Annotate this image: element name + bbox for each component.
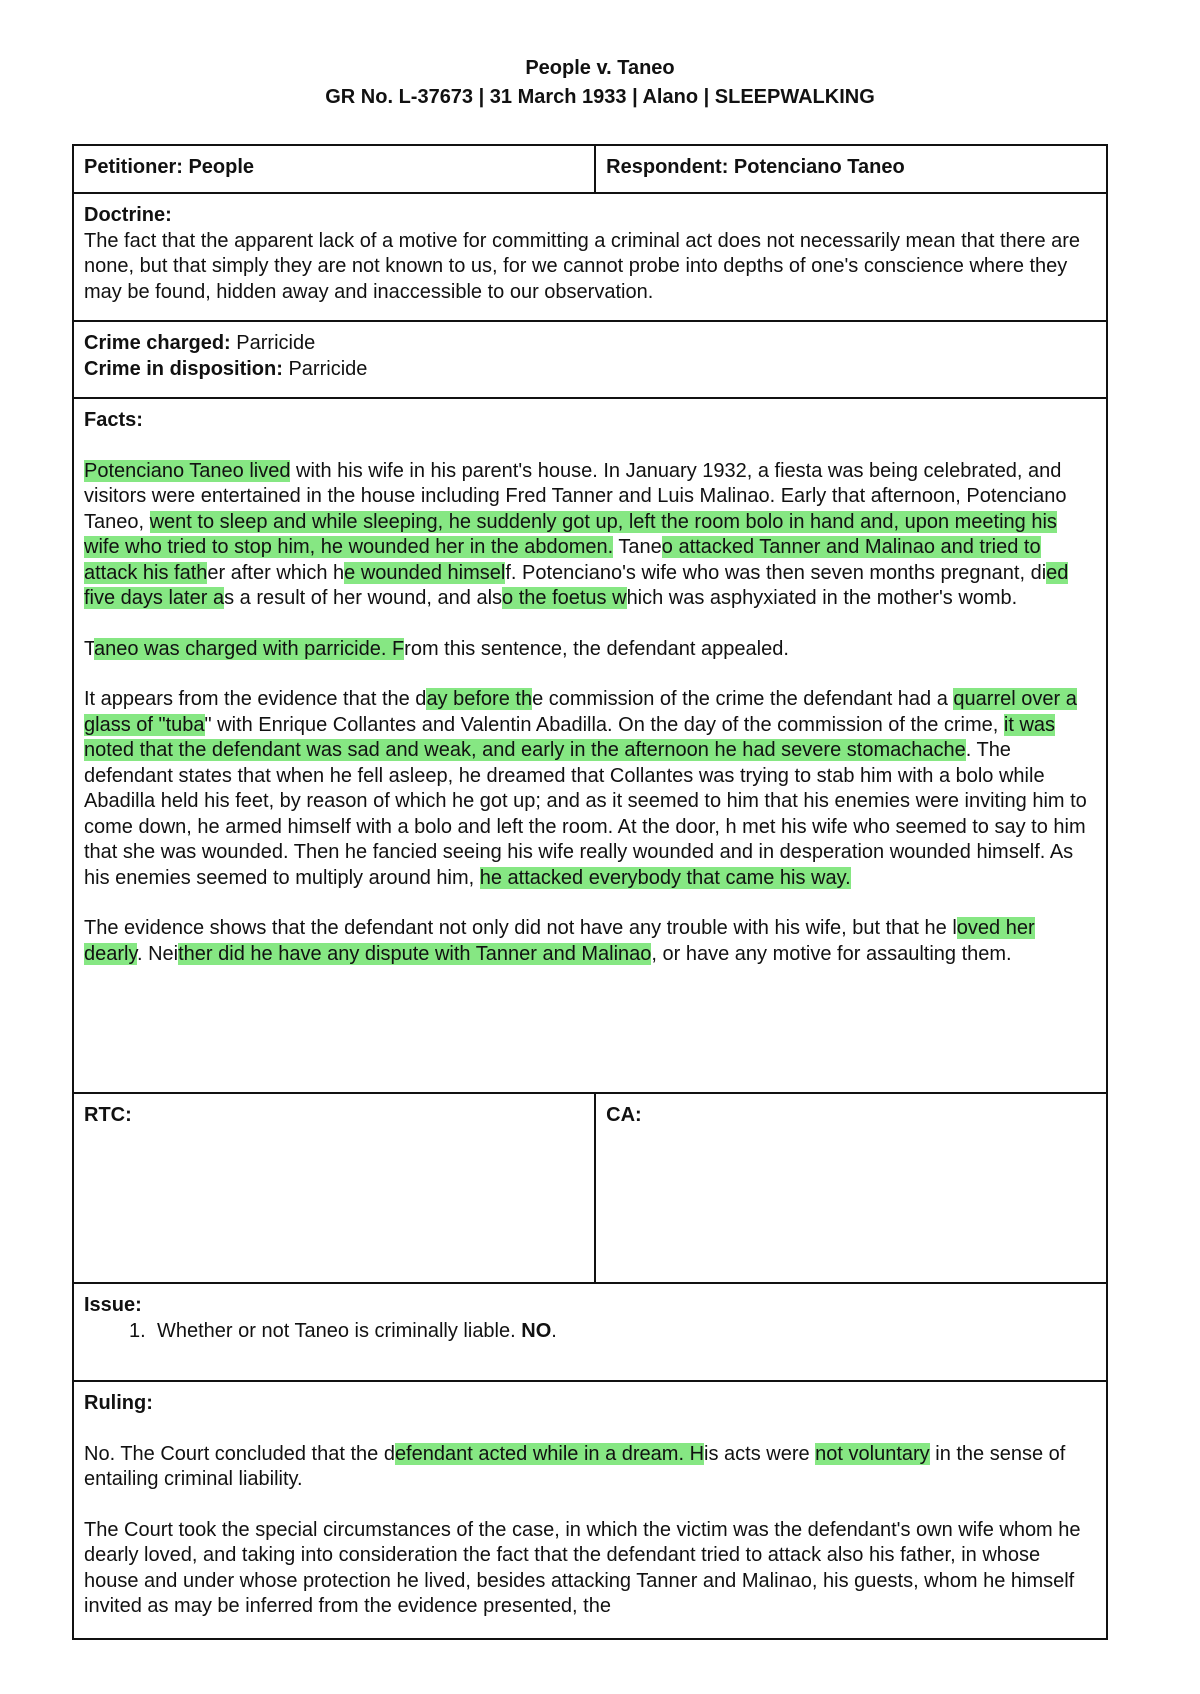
facts-paragraph-3 [84, 687, 1097, 891]
issue-item: 1. Whether or not Taneo is criminally liable. NO. [84, 1319, 1097, 1345]
issue-number: 1. [129, 1319, 146, 1342]
facts-paragraph-2 [84, 637, 1097, 663]
crime-cell [73, 321, 1107, 398]
highlighted-text: he attacked everybody that came his way. [479, 866, 851, 889]
petitioner-cell: Petitioner: People [73, 145, 595, 193]
highlighted-text: ay before th [426, 688, 533, 710]
highlighted-text: o attacked Tanner and Malinao and tried to attack his fath [84, 536, 1041, 584]
text-segment: e commission of the crime the defendant had a [532, 688, 954, 710]
facts-paragraph-4 [84, 916, 1097, 967]
crime-charged-value: Parricide [236, 332, 316, 354]
facts-label: Facts: [84, 409, 143, 431]
highlighted-text: aneo was charged with parricide. F [94, 637, 405, 660]
text-segment: No. The Court concluded that the d [84, 1442, 395, 1465]
highlighted-text: e wounded himsel [344, 561, 506, 584]
text-segment: Tane [613, 536, 662, 558]
case-digest-table [72, 144, 1108, 1640]
highlighted-text: it was noted that the defendant was sad and weak, and early in the afternoon he had severe stomachache [84, 713, 1056, 761]
ruling-cell [73, 1381, 1107, 1639]
text-segment: It appears from the evidence that the d [84, 688, 427, 710]
highlighted-text: efendant acted while in a dream. H [394, 1442, 705, 1465]
text-segment: er after which h [207, 561, 345, 584]
highlighted-text: Potenciano Taneo lived [84, 459, 291, 482]
highlighted-text: ed five days later a [84, 561, 1069, 609]
text-segment: The evidence shows that the defendant not only did not have any trouble with his wife, but that he l [84, 917, 957, 939]
respondent-cell: Respondent: Potenciano Taneo [595, 145, 1107, 193]
text-segment: , or have any motive for assaulting them. [651, 942, 1012, 965]
text-segment: rom this sentence, the defendant appealed. [404, 637, 789, 660]
text-segment: with his wife in his parent's house. In January 1932, a fiesta was being celebrated, and visitors were entertained in the house including Fred Tanner and Luis Malinao. Early that afternoon, Potenciano Taneo, [84, 459, 1067, 533]
rtc-cell: RTC: [73, 1093, 595, 1283]
text-segment: hich was asphyxiated in the mother's womb. [626, 587, 1018, 609]
text-segment: . Nei [137, 942, 179, 965]
text-segment: f. Potenciano's wife who was then seven months pregnant, di [505, 561, 1047, 584]
highlighted-text: ther did he have any dispute with Tanner and Malinao [178, 942, 652, 965]
highlighted-text: quarrel over a glass of "tuba [84, 688, 1077, 736]
ruling-paragraph-1 [84, 1442, 1097, 1493]
text-segment: . The defendant states that when he fell asleep, he dreamed that Collantes was trying to stab him with a bolo while Abadilla held his feet, by reason of which he got up; and as it seemed to him that his enemies were inviting him to come down, he armed himself with a bolo and left the room. At the door, h met his wife who seemed to say to him that she was wounded. Then he fancied seeing his wife really wounded and in desperation wounded himself. As his enemies seemed to multiply around him, [84, 739, 1087, 889]
highlighted-text: oved her dearly [84, 917, 1035, 965]
issue-cell [73, 1283, 1107, 1381]
text-segment: is acts were [704, 1442, 816, 1465]
highlighted-text: went to sleep and while sleeping, he suddenly got up, left the room bolo in hand and, upon meeting his wife who tried to stop him, he wounded her in the abdomen. [84, 510, 1057, 558]
crime-disposition-value: Parricide [288, 357, 368, 380]
page-title: People v. Taneo [525, 57, 675, 79]
crime-disposition-label: Crime in disposition: [84, 357, 283, 380]
text-segment: " with Enrique Collantes and Valentin Abadilla. On the day of the commission of the crime, [204, 713, 1004, 736]
ca-cell: CA: [595, 1093, 1107, 1283]
issue-answer: NO [521, 1319, 552, 1342]
text-segment: The Court took the special circumstances of the case, in which the victim was the defendant's own wife whom he dearly loved, and taking into consideration the fact that the defendant tried to attack also his father, in whose house and under whose protection he lived, besides attacking Tanner and Malinao, his guests, whom he himself invited as may be inferred from the evidence presented, the [84, 1518, 1081, 1617]
text-segment: T [84, 637, 94, 660]
issue-label: Issue: [84, 1294, 142, 1316]
doctrine-cell [73, 193, 1107, 321]
facts-cell [73, 398, 1107, 1093]
ruling-paragraph-2 [84, 1518, 1097, 1620]
doctrine-label: Doctrine: [84, 204, 172, 226]
ruling-label: Ruling: [84, 1392, 153, 1414]
text-segment: in the sense of entailing criminal liability. [84, 1442, 1066, 1490]
text-segment: s a result of her wound, and als [224, 587, 503, 609]
highlighted-text: o the foetus w [502, 587, 627, 609]
facts-paragraph-1 [84, 459, 1097, 612]
doctrine-text: The fact that the apparent lack of a motive for committing a criminal act does not necessarily mean that there are none, but that simply they are not known to us, for we cannot probe into depths of one's conscience where they may be found, hidden away and inaccessible to our observation. [84, 229, 1081, 303]
crime-charged-label: Crime charged: [84, 332, 231, 354]
issue-text: Whether or not Taneo is criminally liable. [157, 1319, 516, 1342]
case-subtitle: GR No. L-37673 | 31 March 1933 | Alano | SLEEPWALKING [325, 86, 875, 108]
highlighted-text: not voluntary [815, 1442, 930, 1465]
